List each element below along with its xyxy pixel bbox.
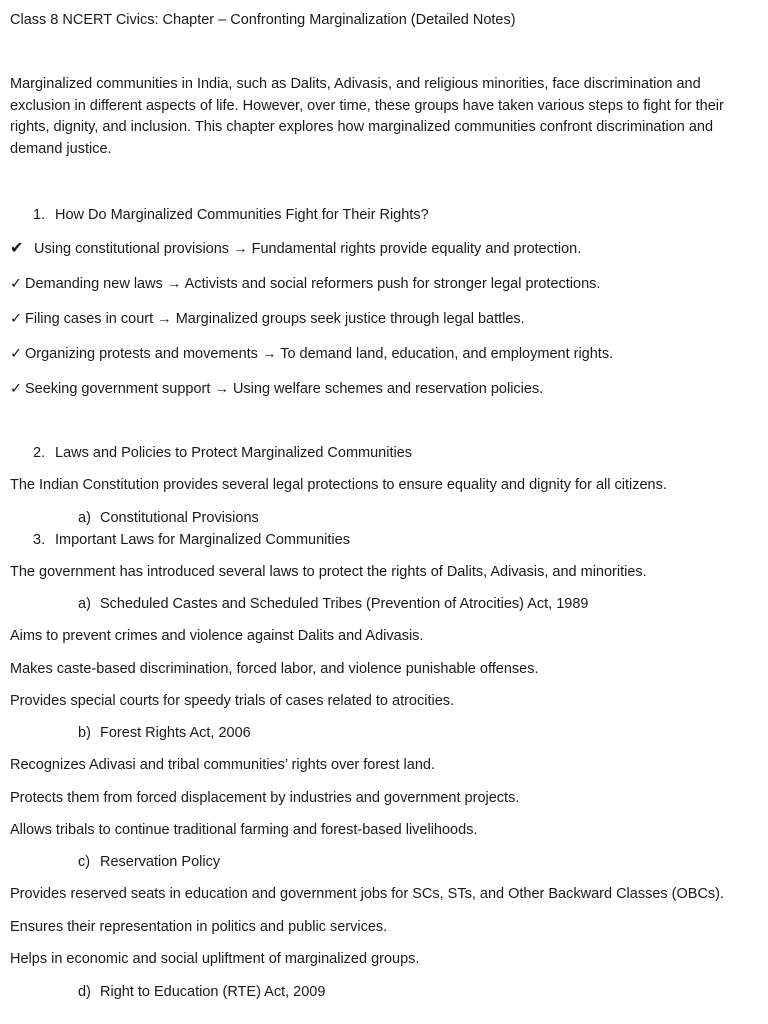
heavy-check-icon: ✔ — [10, 240, 24, 257]
check-icon: ✓ — [10, 276, 23, 292]
subsection-heading — [78, 723, 251, 743]
section-number: 3. — [33, 532, 46, 548]
subsection-title: Constitutional Provisions — [100, 510, 259, 526]
list-item: Makes caste-based discrimination, forced labor, and violence punishable offenses. — [10, 661, 539, 677]
section-title: How Do Marginalized Communities Fight for Their Rights? — [55, 207, 429, 223]
section-number: 1. — [33, 207, 46, 223]
list-item: Recognizes Adivasi and tribal communities’ rights over forest land. — [10, 757, 435, 773]
check-icon: ✓ — [10, 381, 23, 397]
subsection-title: Reservation Policy — [100, 854, 221, 870]
intro-paragraph: Marginalized communities in India, such as Dalits, Adivasis, and religious minorities, face discrimination and exclusion in different aspects of life. However, over time, these groups have taken various steps to fight for their rights, dignity, and inclusion. This chapter explores how marginalized communities confront discrimination and demand justice. — [10, 76, 724, 158]
check-icon: ✓ — [10, 311, 23, 327]
section-title: Laws and Policies to Protect Marginalized Communities — [55, 445, 413, 461]
check-item-text: Filing cases in court → Marginalized groups seek justice through legal battles. — [25, 311, 525, 327]
section-3-text: The government has introduced several laws to protect the rights of Dalits, Adivasis, and minorities. — [10, 564, 647, 580]
list-item: Aims to prevent crimes and violence against Dalits and Adivasis. — [10, 628, 424, 644]
check-item-text: Using constitutional provisions → Fundamental rights provide equality and protection. — [34, 241, 582, 257]
subsection-letter: d) — [78, 984, 91, 1000]
subsection-heading — [78, 852, 220, 872]
subsection-heading — [78, 982, 325, 1002]
list-item: Allows tribals to continue traditional farming and forest-based livelihoods. — [10, 822, 478, 838]
list-item: Helps in economic and social upliftment of marginalized groups. — [10, 951, 420, 967]
page-title: Class 8 NCERT Civics: Chapter – Confronting Marginalization (Detailed Notes) — [10, 12, 516, 28]
check-item — [10, 309, 525, 329]
subsection-heading — [78, 508, 259, 528]
list-item: Ensures their representation in politics and public services. — [10, 919, 388, 935]
section-number: 2. — [33, 445, 46, 461]
section-1-heading — [33, 205, 429, 225]
check-item-text: Organizing protests and movements → To demand land, education, and employment rights. — [25, 346, 614, 362]
check-item-text: Seeking government support → Using welfare schemes and reservation policies. — [25, 381, 544, 397]
list-item: Provides reserved seats in education and government jobs for SCs, STs, and Other Backward Classes (OBCs). — [10, 886, 725, 902]
section-title: Important Laws for Marginalized Communities — [55, 532, 350, 548]
check-item-text: Demanding new laws → Activists and social reformers push for stronger legal protections. — [25, 276, 601, 292]
subsection-title: Forest Rights Act, 2006 — [100, 725, 251, 741]
list-item: Provides special courts for speedy trials of cases related to atrocities. — [10, 693, 455, 709]
check-item — [10, 239, 581, 259]
section-3-heading — [33, 530, 350, 550]
check-item — [10, 344, 613, 364]
check-item — [10, 274, 600, 294]
section-2-heading — [33, 443, 412, 463]
subsection-letter: a) — [78, 510, 91, 526]
check-item — [10, 379, 543, 399]
subsection-letter: a) — [78, 596, 91, 612]
subsection-title: Scheduled Castes and Scheduled Tribes (Prevention of Atrocities) Act, 1989 — [100, 596, 589, 612]
subsection-title: Right to Education (RTE) Act, 2009 — [100, 984, 326, 1000]
section-2-text: The Indian Constitution provides several legal protections to ensure equality and dignity for all citizens. — [10, 477, 667, 493]
subsection-letter: c) — [78, 854, 91, 870]
subsection-heading — [78, 594, 588, 614]
list-item: Protects them from forced displacement by industries and government projects. — [10, 790, 520, 806]
check-icon: ✓ — [10, 346, 23, 362]
subsection-letter: b) — [78, 725, 91, 741]
